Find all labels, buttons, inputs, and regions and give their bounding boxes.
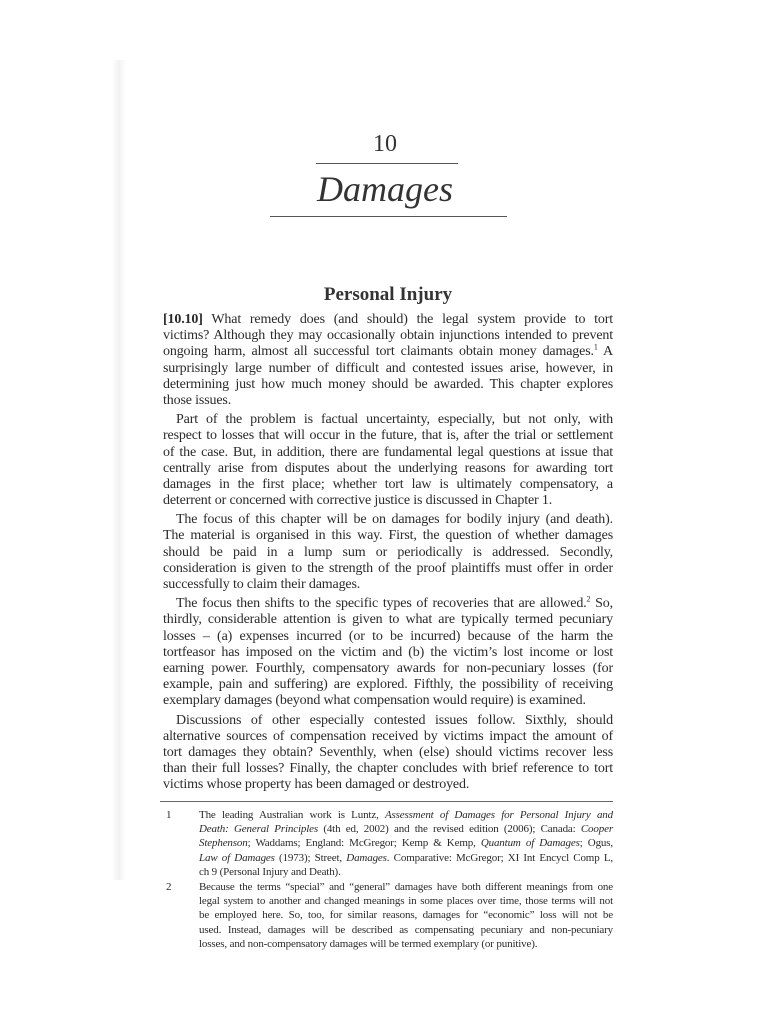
body-text <box>163 312 613 796</box>
text-line <box>163 545 613 561</box>
text-run: respect to losses that will occur in the future, that is, after the trial or settlement <box>163 428 613 444</box>
paragraph <box>163 312 613 409</box>
text-line <box>199 937 613 951</box>
text-line <box>199 923 613 937</box>
text-line <box>163 477 613 493</box>
text-run: The leading Australian work is Luntz, <box>199 809 385 821</box>
text-run: consideration is given to the strength of the proof plaintiffs must offer in order <box>163 560 613 576</box>
text-line <box>163 428 613 444</box>
text-run: centrally arise from disputes about the underlying reasons for awarding tort <box>163 460 613 476</box>
text-run: deterrent or concerned with corrective justice is discussed in Chapter 1. <box>163 493 553 509</box>
footnote <box>163 880 613 951</box>
text-line <box>163 377 613 393</box>
text-line <box>199 865 613 879</box>
text-run: used. Instead, damages will be described as compensating pecuniary and non-pecuniary <box>199 923 613 936</box>
text-line <box>163 661 613 677</box>
text-line <box>163 629 613 645</box>
text-run: Assessment of Damages for Personal Injury and <box>384 809 613 821</box>
text-line <box>163 745 613 761</box>
text-line <box>163 561 613 577</box>
section-heading: Personal Injury <box>323 284 453 305</box>
text-run: alternative sources of compensation received by victims impact the amount of <box>163 728 613 744</box>
text-line <box>163 777 613 793</box>
text-line <box>163 761 613 777</box>
text-run: should be paid in a lump sum or periodically is addressed. Secondly, <box>163 544 613 560</box>
footnote-number: 2 <box>166 880 172 893</box>
text-run: damages in the first place; whether tort law is ultimately compensatory, a <box>163 476 613 492</box>
text-line <box>163 596 613 612</box>
text-run: The focus then shifts to the specific types of recoveries that are allowed. <box>176 596 587 612</box>
text-line <box>199 822 613 836</box>
text-run: Stephenson <box>199 837 248 850</box>
text-run: ch 9 (Personal Injury and Death). <box>199 865 341 878</box>
text-run: Damages <box>346 851 387 864</box>
text-run: The material is organised in this way. First, the question of whether damages <box>163 528 613 544</box>
text-line <box>199 808 613 822</box>
text-run: (4th ed, 2002) and the revised edition (2006); Canada: <box>318 823 581 836</box>
text-run: Death: General Principles <box>199 823 318 836</box>
text-run: A <box>597 344 613 360</box>
text-run: What remedy does (and should) the legal system provide to tort <box>202 312 613 327</box>
text-run: successfully to claim their damages. <box>163 577 361 592</box>
text-line <box>163 445 613 461</box>
footnote-text <box>199 880 613 951</box>
chapter-number: 10 <box>373 131 397 157</box>
text-line <box>163 677 613 693</box>
text-run: tortfeasor has imposed on the victim and (b) the victim’s lost income or lost <box>163 644 613 660</box>
text-line <box>163 729 613 745</box>
text-line <box>199 836 613 850</box>
footnote-ref: 1 <box>593 342 598 352</box>
footnote <box>163 808 613 879</box>
divider <box>270 216 507 217</box>
text-run: So, <box>590 596 613 612</box>
text-run: Because the terms “special” and “general” damages have both different meanings from one <box>199 880 613 893</box>
text-run: Law of Damages <box>199 851 275 864</box>
text-run: (1973); Street, <box>274 851 347 864</box>
text-run: Discussions of other especially contested issues follow. Sixthly, should <box>176 712 613 728</box>
text-run: tort damages they obtain? Seventhly, when (else) should victims recover less <box>163 744 613 760</box>
text-line <box>199 908 613 922</box>
text-line <box>163 312 613 328</box>
paragraph <box>163 596 613 709</box>
text-run: Quantum of Damages <box>480 837 580 850</box>
text-line <box>163 412 613 428</box>
footnote-ref: 2 <box>586 594 591 604</box>
text-line <box>163 328 613 344</box>
text-run: losses, and non-compensatory damages will be termed exemplary (or punitive). <box>199 937 538 950</box>
paragraph <box>163 512 613 593</box>
text-run: legal system to another and changed meanings in some places over time, those terms will not <box>199 895 613 908</box>
paragraph <box>163 713 613 794</box>
text-line <box>199 894 613 908</box>
text-run: . Comparative: McGregor; XI Int Encycl Comp L, <box>386 851 613 864</box>
text-line <box>163 577 613 593</box>
text-run: exemplary damages (beyond what compensation would require) is examined. <box>163 693 586 709</box>
text-line <box>163 512 613 528</box>
text-line <box>163 361 613 377</box>
text-run: thirdly, considerable attention is given to what are typically termed pecuniary <box>163 612 613 628</box>
footnotes <box>163 808 613 952</box>
text-line <box>163 461 613 477</box>
text-line <box>199 851 613 865</box>
text-line <box>163 344 613 360</box>
text-run: example, pain and suffering) are explored. Fifthly, the possibility of receiving <box>163 677 613 693</box>
text-run: be employed here. So, too, for similar reasons, damages for “economic” loss will not be <box>199 909 613 922</box>
text-run: ; Ogus, <box>579 837 613 850</box>
chapter-title: Damages <box>317 169 453 209</box>
text-run: surprisingly large number of difficult and contested issues arise, however, in <box>163 360 613 376</box>
text-run: ongoing harm, almost all successful tort claimants obtain money damages. <box>163 344 594 360</box>
text-run: Part of the problem is factual uncertainty, especially, but not only, with <box>176 412 613 428</box>
text-run: Cooper <box>580 823 613 836</box>
text-line <box>163 645 613 661</box>
text-line <box>199 880 613 894</box>
text-line <box>163 713 613 729</box>
divider <box>316 163 458 164</box>
text-run: of the case. But, in addition, there are fundamental legal questions at issue that <box>163 444 613 460</box>
text-line <box>163 612 613 628</box>
paragraph <box>163 412 613 509</box>
text-run: victims? Although they may occasionally obtain injunctions intended to prevent <box>163 328 613 344</box>
footnote-divider <box>160 801 613 802</box>
paragraph-number: [10.10] <box>163 312 203 327</box>
text-run: those issues. <box>163 392 232 408</box>
text-line <box>163 693 613 709</box>
text-run: than their full losses? Finally, the chapter concludes with brief reference to tort <box>163 761 613 777</box>
footnote-number: 1 <box>166 809 172 821</box>
text-run: The focus of this chapter will be on damages for bodily injury (and death). <box>176 512 613 528</box>
text-run: losses – (a) expenses incurred (or to be incurred) because of the harm the <box>163 628 613 644</box>
text-run: determining just how much money should be awarded. This chapter explores <box>163 376 613 392</box>
text-run: earning power. Fourthly, compensatory awards for non-pecuniary losses (for <box>163 660 613 676</box>
text-run: ; Waddams; England: McGregor; Kemp & Kemp, <box>247 837 481 850</box>
text-line <box>163 393 613 409</box>
text-line <box>163 493 613 509</box>
text-line <box>163 528 613 544</box>
footnote-text <box>199 808 613 879</box>
text-run: victims whose property has been damaged or destroyed. <box>163 777 470 793</box>
